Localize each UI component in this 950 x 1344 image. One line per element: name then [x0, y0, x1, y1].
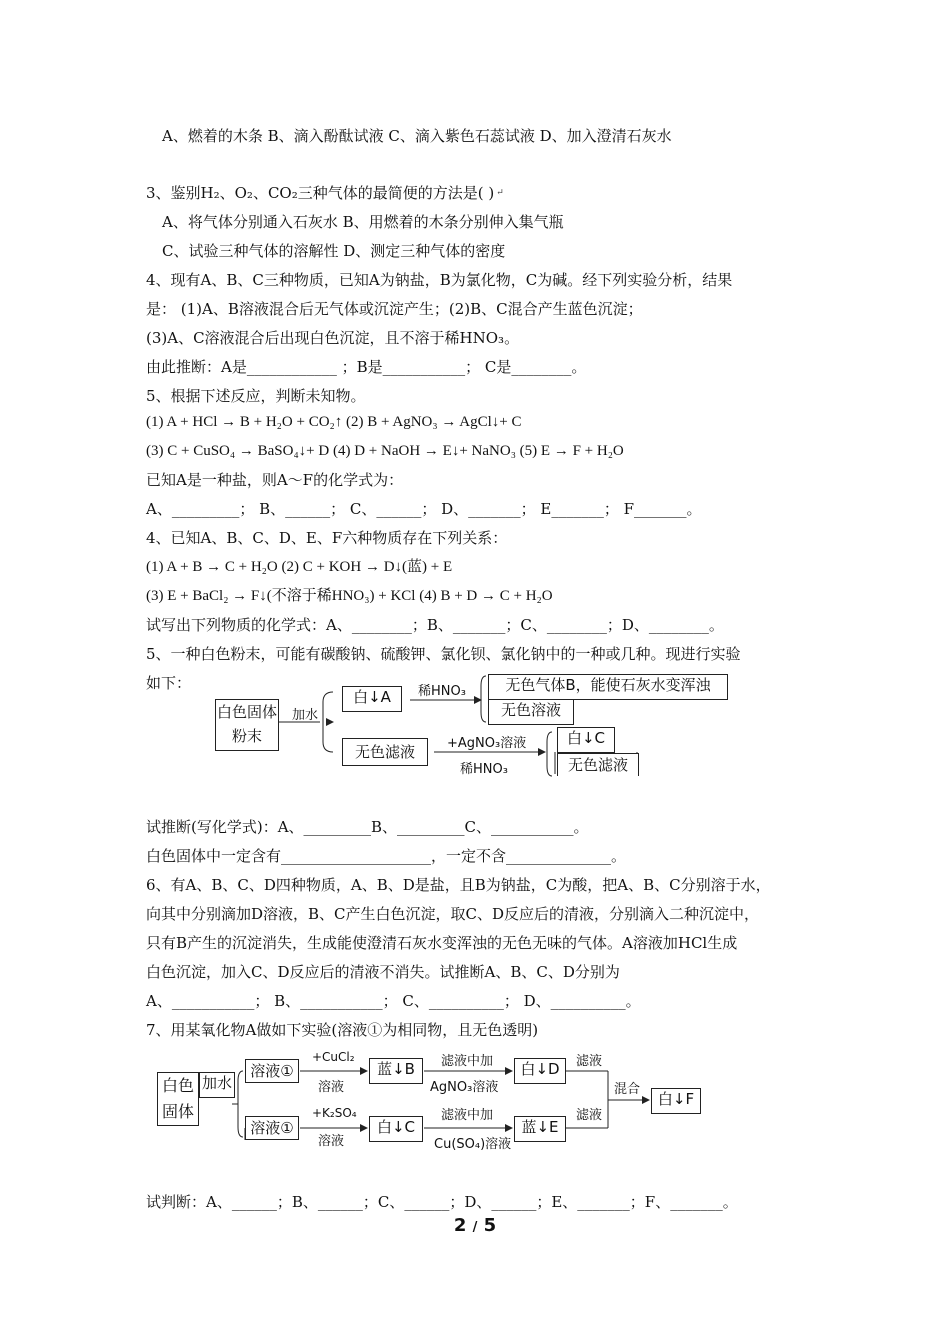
colorless-solution-box: 无色溶液: [488, 699, 574, 725]
solution-1-top: 溶液①: [245, 1059, 299, 1083]
question-4-line-1: 4、现有A、B、C三种物质，已知A为钠盐，B为氯化物，C为碱。经下列实验分析，结果: [146, 271, 733, 289]
question-5-answer: A、_________； B、______； C、______； D、_______； E_______； F_______。: [146, 500, 702, 518]
question-4-line-3: (3)A、C溶液混合后出现白色沉淀，且不溶于稀HNO₃。: [146, 329, 520, 347]
hno3-label-2: 稀HNO₃: [460, 762, 508, 777]
colorless-filtrate-box-2: 无色滤液: [557, 753, 639, 776]
add-water-label: 加水: [292, 708, 319, 723]
add-water-box: 加水: [199, 1072, 235, 1098]
white-d-box: 白↓D: [514, 1058, 566, 1084]
precipitate-c-box: 白↓C: [557, 727, 615, 753]
page-separator: /: [472, 1220, 478, 1235]
line-options-1: A、燃着的木条 B、滴入酚酞试液 C、滴入紫色石蕊试液 D、加入澄清石灰水: [162, 127, 672, 145]
gas-b-box: 无色气体B，能使石灰水变浑浊: [488, 674, 728, 700]
question-3-option-cd: C、试验三种气体的溶解性 D、测定三种气体的密度: [162, 242, 506, 260]
k2so4-label: +K₂SO₄: [312, 1106, 357, 1120]
white-f-box: 白↓F: [651, 1088, 701, 1114]
question-5b-answer-1: 试推断(写化学式)：A、_________B、_________C、___________。: [146, 818, 589, 836]
question-3-option-ab: A、将气体分别通入石灰水 B、用燃着的木条分别伸入集气瓶: [162, 213, 564, 231]
white-solid-box: 白色固体: [157, 1072, 199, 1126]
solution-1-bottom: 溶液①: [245, 1116, 299, 1140]
current-page: 2: [453, 1215, 467, 1236]
filtrate-add-label-1: 滤液中加: [441, 1054, 494, 1069]
k2so4-solution-label: 溶液: [318, 1134, 345, 1149]
blue-e-box: 蓝↓E: [514, 1116, 566, 1142]
question-7-answer: 试判断：A、______；B、______；C、______；D、______；E、_______；F、_______。: [146, 1193, 738, 1211]
precipitate-a-box: 白↓A: [342, 686, 402, 712]
filtrate-bottom-label: 滤液: [576, 1108, 603, 1123]
question-4b-answer: 试写出下列物质的化学式：A、________；B、_______；C、________；D、________。: [146, 616, 724, 634]
reaction-line-1: (1) A + HCl → B + H₂O + CO₂↑ (2) B + AgNO₃ → AgCl↓+ C: [146, 414, 522, 430]
question-6-line-1: 6、有A、B、C、D四种物质，A、B、D是盐，且B为钠盐，C为酸，把A、B、C分别溶于水，: [146, 876, 771, 894]
relation-line-2: (3) E + BaCl₂ → F↓(不溶于稀HNO₃) + KCl (4) B + D → C + H₂O: [146, 588, 553, 604]
question-4-line-2: 是： (1)A、B溶液混合后无气体或沉淀产生；(2)B、C混合产生蓝色沉淀；: [146, 300, 643, 318]
colorless-filtrate-box: 无色滤液: [342, 738, 428, 766]
white-powder-box: 白色固体粉末: [215, 699, 279, 751]
agno3-label: +AgNO₃溶液: [447, 736, 527, 751]
question-5b-line-1: 5、一种白色粉末，可能有碳酸钠、硫酸钾、氯化钡、氯化钠中的一种或几种。现进行实验: [146, 645, 741, 663]
agno3-solution-label: AgNO₃溶液: [430, 1080, 499, 1095]
mix-label: 混合: [614, 1082, 641, 1097]
hno3-label-1: 稀HNO₃: [418, 684, 466, 699]
total-pages: 5: [483, 1215, 497, 1236]
filtrate-top-label: 滤液: [576, 1054, 603, 1069]
blue-b-box: 蓝↓B: [369, 1058, 423, 1084]
cucl2-solution-label: 溶液: [318, 1080, 345, 1095]
question-3-text: 3、鉴别H₂、O₂、CO₂三种气体的最简便的方法是( ): [146, 184, 495, 202]
question-5-title: 5、根据下述反应，判断未知物。: [146, 387, 366, 405]
question-5b-answer-2: 白色固体中一定含有____________________，一定不含______________。: [146, 847, 627, 865]
paragraph-mark: ↵: [496, 188, 504, 198]
cuso4-solution-label: Cu(SO₄)溶液: [434, 1137, 512, 1152]
question-7-title: 7、用某氧化物A做如下实验(溶液①为相同物，且无色透明): [146, 1021, 539, 1039]
question-5b-line-2: 如下：: [146, 674, 192, 692]
reaction-line-2: (3) C + CuSO₄ → BaSO₄↓+ D (4) D + NaOH → E↓+ NaNO₃ (5) E → F + H₂O: [146, 443, 624, 459]
page-number: [0, 1215, 950, 1236]
filtrate-add-label-2: 滤液中加: [441, 1108, 494, 1123]
white-c-box: 白↓C: [369, 1116, 423, 1142]
question-6-line-3: 只有B产生的沉淀消失，生成能使澄清石灰水变浑浊的无色无味的气体。A溶液加HCl生成: [146, 934, 738, 952]
question-4-answer: 由此推断：A是____________ ；B是___________； C是________。: [146, 358, 587, 376]
relation-line-1: (1) A + B → C + H₂O (2) C + KOH → D↓(蓝) + E: [146, 559, 453, 575]
question-6-line-4: 白色沉淀，加入C、D反应后的清液不消失。试推断A、B、C、D分别为: [146, 963, 620, 981]
cucl2-label: +CuCl₂: [312, 1050, 355, 1064]
question-6-answer: A、___________； B、___________； C、__________； D、__________。: [146, 992, 641, 1010]
question-4b-title: 4、已知A、B、C、D、E、F六种物质存在下列关系：: [146, 529, 508, 547]
question-6-line-2: 向其中分别滴加D溶液，B、C产生白色沉淀，取C、D反应后的清液，分别滴入二种沉淀中，: [146, 905, 760, 923]
question-5-prompt: 已知A是一种盐，则A～F的化学式为：: [146, 471, 404, 489]
